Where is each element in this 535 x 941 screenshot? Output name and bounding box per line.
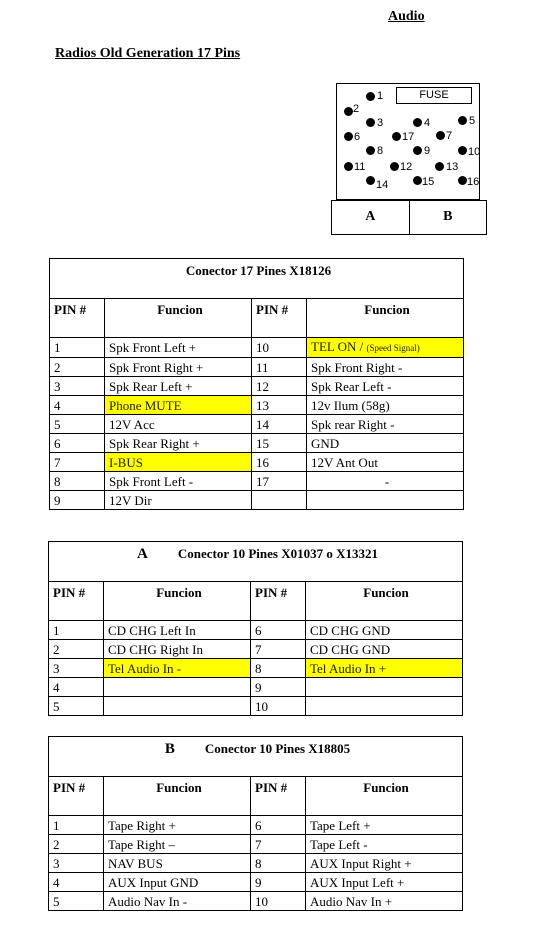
pin-cell: 13 (252, 396, 307, 415)
column-header: PIN # (251, 582, 306, 621)
pin-label: 10 (468, 146, 481, 158)
function-cell (104, 697, 251, 716)
pin-cell: 1 (49, 621, 104, 640)
pin-cell: 17 (252, 472, 307, 491)
pin-cell: 4 (49, 873, 104, 892)
pin-dot (435, 162, 444, 171)
table-row (49, 659, 463, 678)
pin-label: 11 (354, 161, 366, 173)
pin-dot (392, 132, 401, 141)
function-cell: I-BUS (105, 453, 252, 472)
table-row (49, 892, 463, 911)
function-cell: 12v Ilum (58g) (307, 396, 464, 415)
pin-label: 4 (424, 117, 431, 129)
connector-sides (331, 200, 487, 235)
column-header: Funcion (306, 582, 463, 621)
function-cell: Tape Right + (104, 816, 251, 835)
pin-label: 5 (469, 115, 476, 127)
side-a-label: A (332, 201, 410, 234)
table-title: Conector 10 Pines X01037 o X13321 (177, 546, 379, 561)
pin-cell: 16 (252, 453, 307, 472)
column-header: Funcion (104, 582, 251, 621)
function-cell: Spk rear Right - (307, 415, 464, 434)
function-cell: Spk Front Left + (105, 338, 252, 358)
pin-cell: 1 (50, 338, 105, 358)
table-row (50, 453, 464, 472)
table-title-cell (49, 737, 463, 777)
column-header: Funcion (307, 299, 464, 338)
section-subtitle: Radios Old Generation 17 Pins (55, 46, 241, 61)
pin-label: 3 (377, 117, 384, 129)
pin-label: 7 (446, 130, 453, 142)
pin-dot (366, 146, 375, 155)
pin-dot (344, 162, 353, 171)
function-cell: Spk Front Left - (105, 472, 252, 491)
function-cell: Phone MUTE (105, 396, 252, 415)
pin-cell: 8 (251, 854, 306, 873)
pin-cell: 2 (49, 640, 104, 659)
connector-b-table (48, 736, 463, 911)
pin-cell: 7 (50, 453, 105, 472)
function-cell: Tape Left - (306, 835, 463, 854)
function-cell: AUX Input GND (104, 873, 251, 892)
function-cell: Audio Nav In + (306, 892, 463, 911)
function-cell: CD CHG Left In (104, 621, 251, 640)
pin-cell: 9 (251, 873, 306, 892)
pin-dot (366, 176, 375, 185)
table-row (49, 854, 463, 873)
table-row (49, 835, 463, 854)
pin-cell: 3 (49, 854, 104, 873)
pin-cell: 8 (50, 472, 105, 491)
pin-dot (366, 118, 375, 127)
table-row (49, 873, 463, 892)
pin-cell: 14 (252, 415, 307, 434)
pin-cell: 2 (49, 835, 104, 854)
pin-cell: 9 (50, 491, 105, 510)
pin-dot (458, 116, 467, 125)
function-cell: Tel Audio In - (104, 659, 251, 678)
pin-cell: 2 (50, 358, 105, 377)
pin-label: 14 (376, 179, 389, 191)
function-cell: Spk Rear Left - (307, 377, 464, 396)
table-row (49, 816, 463, 835)
table-title: Conector 17 Pines X18126 (50, 259, 464, 299)
function-cell: Tape Left + (306, 816, 463, 835)
function-cell: 12V Ant Out (307, 453, 464, 472)
pin-cell: 5 (49, 892, 104, 911)
column-header: PIN # (49, 582, 104, 621)
column-header: PIN # (251, 777, 306, 816)
pin-dot (413, 176, 422, 185)
pin-label: 1 (377, 90, 384, 102)
function-cell: CD CHG Right In (104, 640, 251, 659)
function-cell: - (307, 472, 464, 491)
pin-label: 8 (377, 145, 384, 157)
pin-dot (390, 162, 399, 171)
function-cell (306, 697, 463, 716)
column-header: PIN # (252, 299, 307, 338)
pin-label: 2 (353, 103, 360, 115)
function-cell (307, 338, 464, 358)
function-cell: AUX Input Left + (306, 873, 463, 892)
function-cell: Tape Right – (104, 835, 251, 854)
table-row (50, 472, 464, 491)
pin-cell: 5 (49, 697, 104, 716)
side-b-label: B (443, 209, 453, 224)
function-cell: Spk Rear Left + (105, 377, 252, 396)
pin-dot (458, 176, 467, 185)
table-row (50, 396, 464, 415)
function-cell: Spk Front Right - (307, 358, 464, 377)
pin-cell: 6 (251, 816, 306, 835)
pin-dot (366, 92, 375, 101)
function-cell: Audio Nav In - (104, 892, 251, 911)
pin-cell: 3 (49, 659, 104, 678)
table-row (50, 491, 464, 510)
pin-dot (436, 131, 445, 140)
pin-cell: 1 (49, 816, 104, 835)
function-note: (Speed Signal) (366, 343, 420, 353)
connector-17-table (49, 258, 464, 510)
pin-cell: 9 (251, 678, 306, 697)
table-row (49, 697, 463, 716)
pin-label: 17 (402, 131, 415, 143)
pin-dot (344, 107, 353, 116)
pin-label: 13 (446, 161, 459, 173)
table-row (50, 338, 464, 358)
table-row (49, 678, 463, 697)
table-row (50, 415, 464, 434)
function-cell: Tel Audio In + (306, 659, 463, 678)
function-cell: 12V Acc (105, 415, 252, 434)
pin-cell: 6 (251, 621, 306, 640)
table-row (50, 377, 464, 396)
pin-label: 12 (400, 161, 413, 173)
function-cell: Spk Front Right + (105, 358, 252, 377)
column-header: Funcion (104, 777, 251, 816)
pin-label: 6 (354, 131, 361, 143)
pin-cell: 10 (252, 338, 307, 358)
function-cell: NAV BUS (104, 854, 251, 873)
page-title: Audio (388, 9, 425, 24)
function-cell: 12V Dir (105, 491, 252, 510)
pin-cell: 7 (251, 640, 306, 659)
table-row (49, 640, 463, 659)
pin-cell: 10 (251, 697, 306, 716)
pin-dot (458, 146, 467, 155)
column-header: Funcion (306, 777, 463, 816)
pin-dot (344, 132, 353, 141)
table-row (49, 621, 463, 640)
connector-a-table (48, 541, 463, 716)
function-cell: CD CHG GND (306, 640, 463, 659)
pin-label: 16 (467, 176, 480, 188)
table-row (50, 434, 464, 453)
pin-cell: 12 (252, 377, 307, 396)
function-cell: CD CHG GND (306, 621, 463, 640)
function-cell (306, 678, 463, 697)
function-text: TEL ON / (311, 339, 364, 354)
function-cell (307, 491, 464, 510)
pin-cell: 15 (252, 434, 307, 453)
pin-cell: 7 (251, 835, 306, 854)
fuse-label: FUSE (396, 87, 472, 104)
pin-cell: 5 (50, 415, 105, 434)
table-title-cell (49, 542, 463, 582)
pin-label: 15 (422, 176, 435, 188)
function-cell: Spk Rear Right + (105, 434, 252, 453)
function-cell: AUX Input Right + (306, 854, 463, 873)
pin-cell: 11 (252, 358, 307, 377)
column-header: PIN # (49, 777, 104, 816)
pin-dot (413, 146, 422, 155)
function-cell: GND (307, 434, 464, 453)
function-cell (104, 678, 251, 697)
connector-letter: A (137, 546, 148, 562)
connector-letter: B (164, 741, 175, 757)
pin-cell: 6 (50, 434, 105, 453)
table-title: Conector 10 Pines X18805 (204, 741, 351, 756)
pin-cell: 3 (50, 377, 105, 396)
pin-cell: 8 (251, 659, 306, 678)
pin-cell: 10 (251, 892, 306, 911)
table-row (50, 358, 464, 377)
pin-dot (413, 118, 422, 127)
column-header: Funcion (105, 299, 252, 338)
pin-cell (252, 491, 307, 510)
pin-label: 9 (424, 145, 431, 157)
pin-cell: 4 (49, 678, 104, 697)
column-header: PIN # (50, 299, 105, 338)
pin-cell: 4 (50, 396, 105, 415)
